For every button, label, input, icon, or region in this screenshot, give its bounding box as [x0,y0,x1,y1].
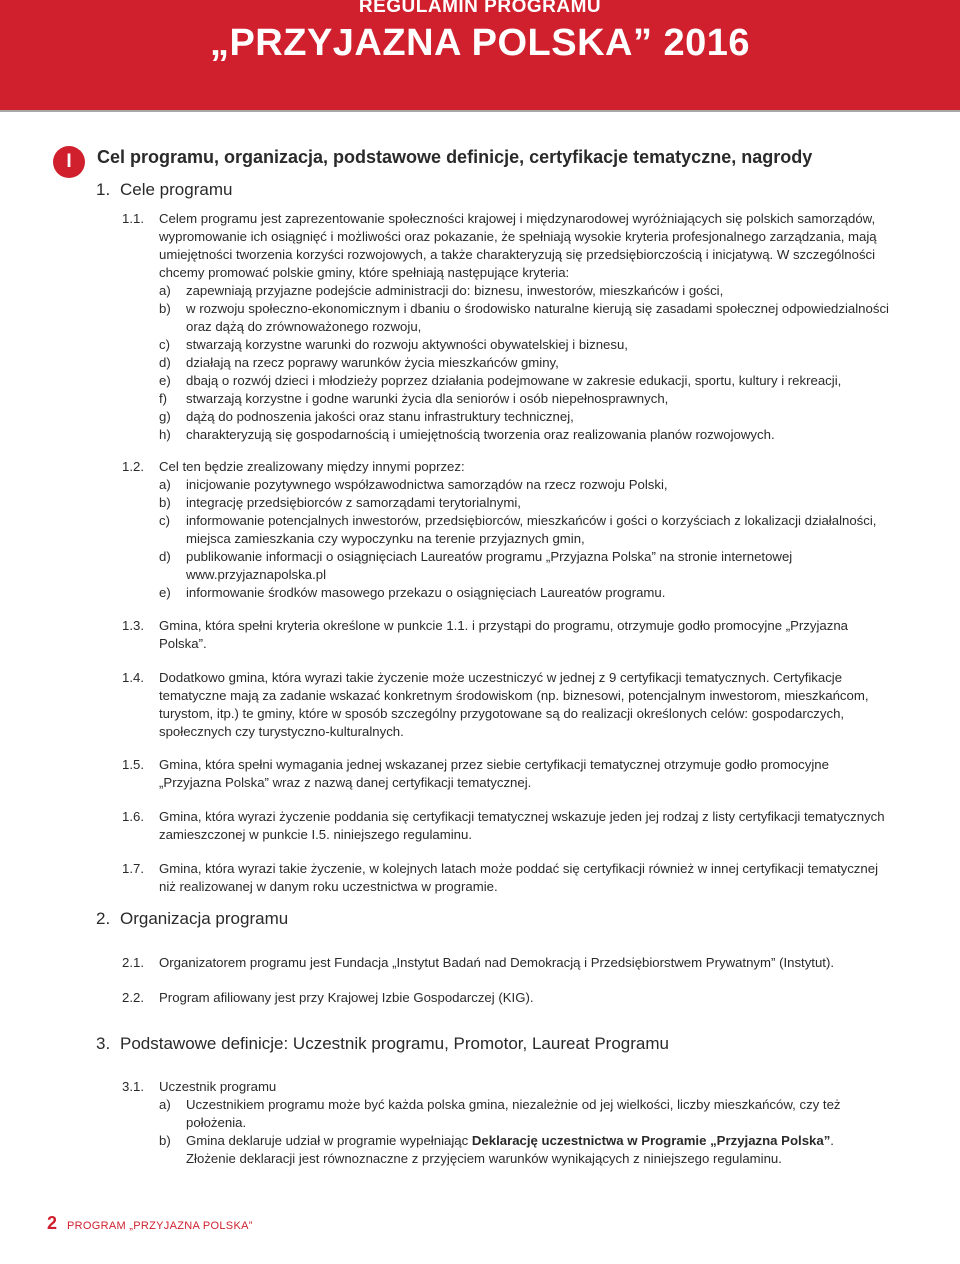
text-line: społecznych czy turystyczno-kulturalnych. [159,724,404,739]
list-marker: b) [159,495,171,510]
text-line: informowanie potencjalnych inwestorów, przedsiębiorców, mieszkańców i gości o korzyściach z lokalizacji działalności, [186,513,877,528]
text-line: turystom, itp.) te gminy, które w sposób szczególny przygotowane są do realizacji określonych celów: gospodarczych, [159,706,845,721]
text-line: miejsca zamieszkania czy wypoczynku na terenie przyjaznych gmin, [186,531,585,546]
text-line: niż realizowanej w danym roku uczestnictwa w programie. [159,879,498,894]
list-marker: a) [159,283,171,298]
text-line: Celem programu jest zaprezentowanie społeczności krajowej i międzynarodowej wyróżniających się polskich samorządów, [159,211,876,226]
paragraph-title: Uczestnik programu [159,1079,277,1094]
list-marker: g) [159,409,171,424]
paragraph-1-7 [122,860,878,896]
header-banner [0,0,960,112]
text-line: Dodatkowo gmina, która wyrazi takie życzenie może uczestniczyć w jednej z 9 certyfikacji tematycznych. Certyfikacje [159,670,843,685]
header-line-1: REGULAMIN PROGRAMU [358,0,602,17]
paragraph-number: 2.2. [122,990,144,1005]
paragraph-1-5 [122,756,829,792]
text-line: publikowanie informacji o osiągnięciach Laureatów programu „Przyjazna Polska” na stronie internetowej [186,549,793,564]
text-run: . [830,1133,834,1148]
list-item [159,372,889,390]
text-line: stwarzają korzystne warunki do rozwoju aktywności obywatelskiej i biznesu, [186,337,628,352]
text-line: Organizatorem programu jest Fundacja „Instytut Badań nad Demokracją i Przedsiębiorstwem Prywatnym” (Instytut). [159,955,835,970]
subheading-number: 3. [96,1034,111,1053]
list-item [159,584,876,602]
text-line: Gmina, która spełni kryteria określone w punkcie 1.1. i przystąpi do programu, otrzymuje godło promocyjne „Przyjazna [159,618,848,633]
text-line: dbają o rozwój dzieci i młodzieży poprzez działania podejmowane w zakresie edukacji, sportu, kultury i rekreacji, [186,373,842,388]
list-item [159,354,889,372]
list-marker: f) [159,391,168,406]
text-line: Program afiliowany jest przy Krajowej Izbie Gospodarczej (KIG). [159,990,534,1005]
list-item [159,494,876,512]
paragraph-number: 1.4. [122,670,144,685]
text-line: Gmina, która wyrazi życzenie poddania się certyfikacji tematycznej wskazuje jeden jej rodzaj z listy certyfikacji tematycznych [159,809,885,824]
list-marker: d) [159,355,171,370]
list-marker: b) [159,301,171,316]
subheading-definicje [96,1034,669,1054]
text-line: Polska”. [159,636,207,651]
header-title: „PRZYJAZNA POLSKA” 2016 [209,22,751,64]
paragraph-number: 1.6. [122,809,144,824]
text-line: położenia. [186,1115,247,1130]
text-line: Cel ten będzie zrealizowany między innymi poprzez: [159,459,465,474]
text-line: chcemy promować polskie gminy, które spełniają następujące kryteria: [159,265,570,280]
list-item [159,390,889,408]
page-footer [47,1213,253,1234]
page-number: 2 [47,1213,58,1233]
text-line: Złożenie deklaracji jest równoznaczne z przyjęciem warunków wynikających z niniejszego regulaminu. [186,1151,782,1166]
list-marker: e) [159,585,171,600]
section-title: Cel programu, organizacja, podstawowe definicje, certyfikacje tematyczne, nagrody [97,147,813,167]
text-line: Gmina, która wyrazi takie życzenie, w kolejnych latach może poddać się certyfikacji również w innej certyfikacji tematycznej [159,861,878,876]
paragraph-number: 2.1. [122,955,144,970]
paragraph-number: 1.3. [122,618,144,633]
footer-text: PROGRAM „PRZYJAZNA POLSKA” [67,1220,253,1232]
text-line: inicjowanie pozytywnego współzawodnictwa samorządów na rzecz rozwoju Polski, [186,477,668,492]
list-item [159,476,876,494]
paragraph-1-6 [122,808,885,844]
subheading-label: Organizacja programu [120,909,289,928]
text-line: wypromowanie ich osiągnięć i możliwości oraz pokazanie, że spełniają wysokie kryteria profesjonalnego zarządzania, mają [159,229,877,244]
list-item [159,336,889,354]
subheading-number: 1. [96,180,111,199]
text-line: tematyczne mają za zadanie wskazać konkretnym środowiskom (np. biznesowi, potencjalnym inwestorom, mieszkańcom, [159,688,869,703]
list-item [159,282,889,300]
text-line: umiejętności tworzenia korzyści rozwojowych, a także charakteryzują się przedsiębiorczością i inicjatywą. W szczególności [159,247,876,262]
list-marker: c) [159,337,170,352]
text-line: dążą do podnoszenia jakości oraz stanu infrastruktury technicznej, [186,409,574,424]
subheading-label: Podstawowe definicje: Uczestnik programu, Promotor, Laureat Programu [120,1034,669,1053]
list-marker: a) [159,1097,171,1112]
paragraph-number: 1.1. [122,211,144,226]
text-line: „Przyjazna Polska” wraz z nazwą danej certyfikacji tematycznej. [159,775,532,790]
text-line: charakteryzują się gospodarnością i umiejętnością tworzenia oraz realizowania planów rozwojowych. [186,427,775,442]
paragraph-2-1 [122,954,834,972]
list-item [159,512,876,548]
text-line: zapewniają przyjazne podejście administracji do: biznesu, inwestorów, mieszkańców i gości, [186,283,724,298]
list-marker: c) [159,513,170,528]
text-line: stwarzają korzystne i godne warunki życia dla seniorów i osób niepełnosprawnych, [186,391,669,406]
section-number-badge: I [53,146,85,178]
list-marker: b) [159,1133,171,1148]
list-marker: d) [159,549,171,564]
text-line: zamieszczonej w punkcie I.5. niniejszego regulaminu. [159,827,472,842]
text-line: Gmina, która spełni wymagania jednej wskazanej przez siebie certyfikacji tematycznej otrzymuje godło promocyjne [159,757,829,772]
website-link: www.przyjaznapolska.pl [186,567,326,582]
list-item [159,408,889,426]
list-item [159,426,889,444]
list-marker: e) [159,373,171,388]
list-item [159,548,876,584]
paragraph-number: 3.1. [122,1079,144,1094]
paragraph-number: 1.7. [122,861,144,876]
text-line: informowanie środków masowego przekazu o osiągnięciach Laureatów programu. [186,585,666,600]
paragraph-3-1 [122,1078,841,1168]
paragraph-2-2 [122,989,534,1007]
paragraph-number: 1.5. [122,757,144,772]
list-item [159,1096,841,1132]
paragraph-1-1 [122,210,889,444]
list-item [159,300,889,336]
list-marker: h) [159,427,171,442]
text-line: w rozwoju społeczno-ekonomicznym i dbaniu o środowisko naturalne kierują się zasadami społecznej odpowiedzialności [186,301,889,316]
text-line: Uczestnikiem programu może być każda polska gmina, niezależnie od jej wielkości, liczby mieszkańców, czy też [186,1097,841,1112]
declaration-name: Deklarację uczestnictwa w Programie „Przyjazna Polska” [471,1133,831,1148]
text-line: oraz dążą do zrównoważonego rozwoju, [186,319,422,334]
subheading-organizacja [96,909,288,929]
paragraph-1-2 [122,458,876,602]
subheading-label: Cele programu [120,180,233,199]
subheading-cele [96,180,232,200]
text-run: Gmina deklaruje udział w programie wypełniając [186,1133,472,1148]
text-line: działają na rzecz poprawy warunków życia mieszkańców gminy, [186,355,559,370]
paragraph-number: 1.2. [122,459,144,474]
list-marker: a) [159,477,171,492]
text-line: integrację przedsiębiorców z samorządami terytorialnymi, [186,495,521,510]
paragraph-1-4 [122,669,868,741]
paragraph-1-3 [122,617,848,653]
list-item [159,1132,841,1168]
subheading-number: 2. [96,909,111,928]
